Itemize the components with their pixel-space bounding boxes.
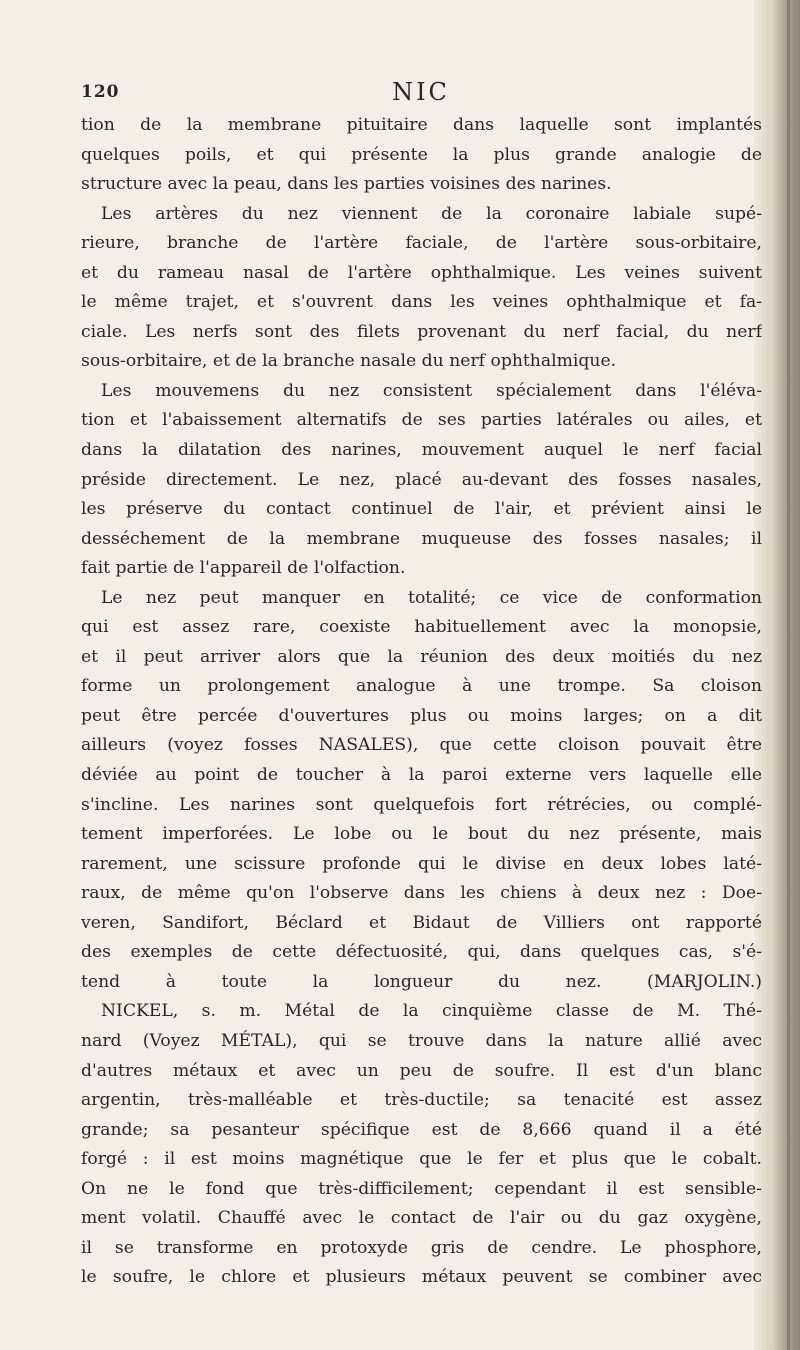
page-edge (787, 0, 790, 1350)
text-line: et il peut arriver alors que la réunion des deux moitiés du nez (81, 646, 762, 667)
text-line: desséchement de la membrane muqueuse des fosses nasales; il (81, 528, 762, 549)
text-line: fait partie de l'appareil de l'olfaction. (81, 558, 406, 579)
text-line: grande; sa pesanteur spécifique est de 8,666 quand il a été (81, 1119, 762, 1140)
text-line: ciale. Les nerfs sont des filets provenant du nerf facial, du nerf (81, 321, 762, 342)
text-line: NICKEL, s. m. Métal de la cinquième classe de M. Thé- (101, 1001, 762, 1022)
text-line: argentin, très-malléable et très-ductile; sa tenacité est assez (81, 1090, 762, 1111)
text-line: dans la dilatation des narines, mouvement auquel le nerf facial (81, 440, 762, 461)
text-line: forme un prolongement analogue à une trompe. Sa cloison (81, 676, 762, 697)
text-line: forgé : il est moins magnétique que le fer et plus que le cobalt. (81, 1149, 762, 1170)
text-line: raux, de même qu'on l'observe dans les chiens à deux nez : Doe- (81, 883, 762, 904)
text-line: le soufre, le chlore et plusieurs métaux peuvent se combiner avec (81, 1267, 762, 1288)
text-line: déviée au point de toucher à la paroi externe vers laquelle elle (81, 765, 762, 786)
text-line: il se transforme en protoxyde gris de cendre. Le phosphore, (81, 1237, 762, 1258)
text-line: le même trajet, et s'ouvrent dans les veines ophthalmique et fa- (81, 292, 762, 313)
text-line: Les artères du nez viennent de la coronaire labiale supé- (101, 203, 762, 224)
text-line: sous-orbitaire, et de la branche nasale du nerf ophthalmique. (81, 351, 617, 372)
page-number: 120 (81, 82, 120, 102)
text-line: tend à toute la longueur du nez. (MARJOLIN.) (81, 971, 762, 992)
text-line: structure avec la peau, dans les parties voisines des narines. (81, 174, 612, 195)
text-line: peut être percée d'ouvertures plus ou moins larges; on a dit (81, 705, 762, 726)
text-line: préside directement. Le nez, placé au-devant des fosses nasales, (81, 469, 762, 490)
text-line: veren, Sandifort, Béclard et Bidaut de Villiers ont rapporté (81, 912, 762, 933)
text-line: rieure, branche de l'artère faciale, de l'artère sous-orbitaire, (81, 233, 762, 254)
text-line: qui est assez rare, coexiste habituellement avec la monopsie, (81, 617, 762, 638)
text-line: tement imperforées. Le lobe ou le bout du nez présente, mais (81, 824, 762, 845)
text-line: les préserve du contact continuel de l'air, et prévient ainsi le (81, 499, 762, 520)
text-line: ment volatil. Chauffé avec le contact de l'air ou du gaz oxygène, (81, 1208, 762, 1229)
text-line: nard (Voyez MÉTAL), qui se trouve dans la nature allié avec (81, 1030, 762, 1051)
text-line: s'incline. Les narines sont quelquefois fort rétrécies, ou complé- (81, 794, 762, 815)
running-head: NIC (392, 78, 450, 106)
text-line: Les mouvemens du nez consistent spécialement dans l'éléva- (101, 380, 762, 401)
text-line: On ne le fond que très-difficilement; cependant il est sensible- (81, 1178, 762, 1199)
text-line: ailleurs (voyez fosses NASALES), que cette cloison pouvait être (81, 735, 762, 756)
text-line: quelques poils, et qui présente la plus grande analogie de (81, 144, 762, 165)
text-line: et du rameau nasal de l'artère ophthalmique. Les veines suivent (81, 262, 762, 283)
text-line: Le nez peut manquer en totalité; ce vice de conformation (101, 587, 762, 608)
text-line: rarement, une scissure profonde qui le divise en deux lobes laté- (81, 853, 762, 874)
text-line: d'autres métaux et avec un peu de soufre. Il est d'un blanc (81, 1060, 762, 1081)
text-line: tion de la membrane pituitaire dans laquelle sont implantés (81, 115, 762, 135)
text-line: des exemples de cette défectuosité, qui, dans quelques cas, s'é- (81, 942, 762, 963)
page-header (81, 78, 761, 110)
body-text (81, 111, 762, 1293)
text-line: tion et l'abaissement alternatifs de ses parties latérales ou ailes, et (81, 410, 762, 431)
